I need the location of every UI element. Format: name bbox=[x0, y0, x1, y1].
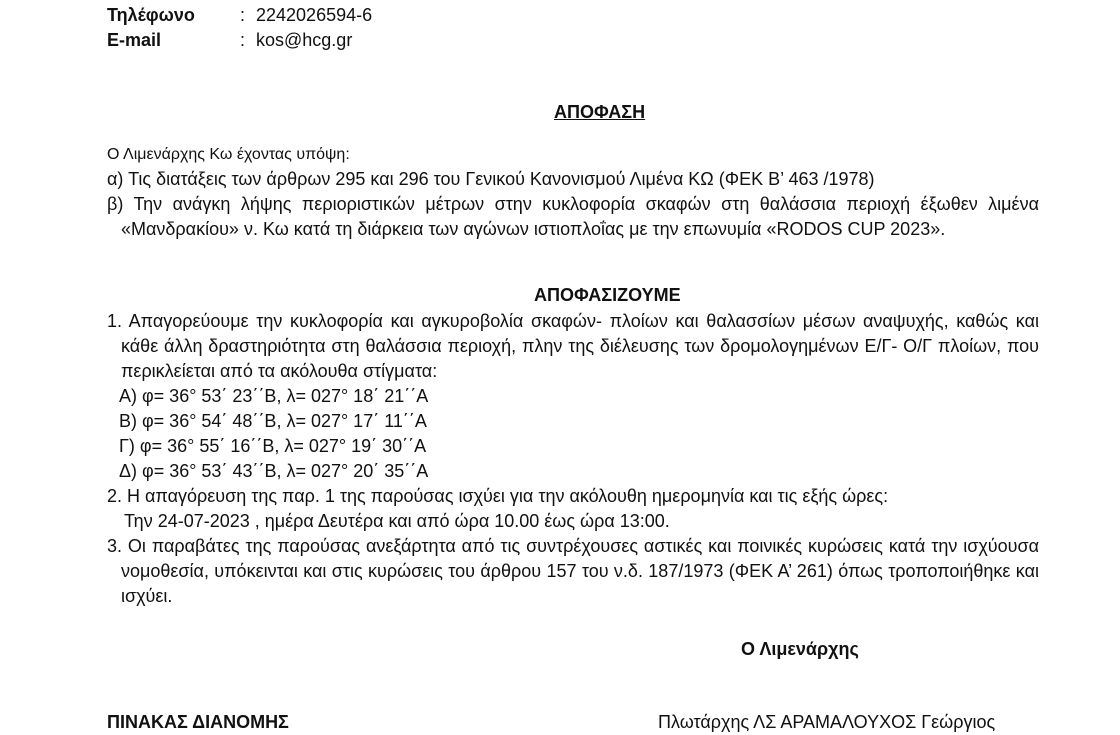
decision-body bbox=[107, 142, 1039, 242]
decide-item-2: 2. Η απαγόρευση της παρ. 1 της παρούσας ισχύει για την ακόλουθη ημερομηνία και τις εξής ώρες: bbox=[107, 486, 889, 506]
decide-item-2-detail: Την 24-07-2023 , ημέρα Δευτέρα και από ώρα 10.00 έως ώρα 13:00. bbox=[124, 511, 670, 531]
email-row bbox=[107, 28, 372, 53]
phone-label: Τηλέφωνο bbox=[107, 5, 195, 25]
decide-title: ΑΠΟΦΑΣΙΖΟΥΜΕ bbox=[534, 285, 681, 305]
coordinate-b: Β) φ= 36° 54΄ 48΄΄Β, λ= 027° 17΄ 11΄΄Α bbox=[119, 411, 427, 431]
decision-title: ΑΠΟΦΑΣΗ bbox=[554, 102, 646, 122]
decide-item-3: 3. Οι παραβάτες της παρούσας ανεξάρτητα από τις συντρέχουσες αστικές και ποινικές κυρώσεις κατά την ισχύουσα νομοθεσία, υπόκεινται και στις κυρώσεις του άρθρου 157 του ν.δ. 187/1973 (ΦΕΚ Α’ 261) όπως τροποποιήθηκε και ισχύει. bbox=[107, 536, 1039, 606]
signatory-name: Πλωτάρχης ΛΣ ΑΡΑΜΑΛΟΥΧΟΣ Γεώργιος bbox=[658, 712, 996, 732]
decision-point-b: β) Την ανάγκη λήψης περιοριστικών μέτρων στην κυκλοφορία σκαφών στη θαλάσσια περιοχή έξωθεν λιμένα «Μανδρακίου» ν. Κω κατά τη διάρκεια των αγώνων ιστιοπλοΐας με την επωνυμία «RODOS CUP 2023». bbox=[107, 194, 1039, 239]
coordinate-d: Δ) φ= 36° 53΄ 43΄΄Β, λ= 027° 20΄ 35΄΄Α bbox=[119, 461, 429, 481]
email-value: kos@hcg.gr bbox=[256, 30, 353, 50]
email-separator: : bbox=[240, 30, 246, 50]
phone-separator: : bbox=[240, 5, 246, 25]
coordinate-a: Α) φ= 36° 53΄ 23΄΄Β, λ= 027° 18΄ 21΄΄Α bbox=[119, 386, 429, 406]
decide-item-1: 1. Απαγορεύουμε την κυκλοφορία και αγκυροβολία σκαφών- πλοίων και θαλασσίων μέσων αναψυχής, καθώς και κάθε άλλη δραστηριότητα στη θαλάσσια περιοχή, πλην της διέλευσης των δρομολογημένων Ε/Γ- Ο/Γ πλοίων, που περικλείεται από τα ακόλουθα στίγματα: bbox=[107, 311, 1039, 381]
coordinate-c: Γ) φ= 36° 55΄ 16΄΄Β, λ= 027° 19΄ 30΄΄Α bbox=[119, 436, 427, 456]
decide-body bbox=[107, 309, 1039, 609]
distribution-list-heading: ΠΙΝΑΚΑΣ ΔΙΑΝΟΜΗΣ bbox=[107, 712, 289, 732]
phone-row bbox=[107, 3, 372, 28]
decision-intro: Ο Λιμενάρχης Κω έχοντας υπόψη: bbox=[107, 146, 350, 163]
email-label: E-mail bbox=[107, 30, 162, 50]
signature-title: Ο Λιμενάρχης bbox=[741, 639, 859, 659]
decision-point-a: α) Τις διατάξεις των άρθρων 295 και 296 του Γενικού Κανονισμού Λιμένα ΚΩ (ΦΕΚ Β’ 463 /1978) bbox=[107, 169, 875, 189]
contact-block bbox=[107, 3, 372, 53]
phone-value: 2242026594-6 bbox=[256, 5, 373, 25]
